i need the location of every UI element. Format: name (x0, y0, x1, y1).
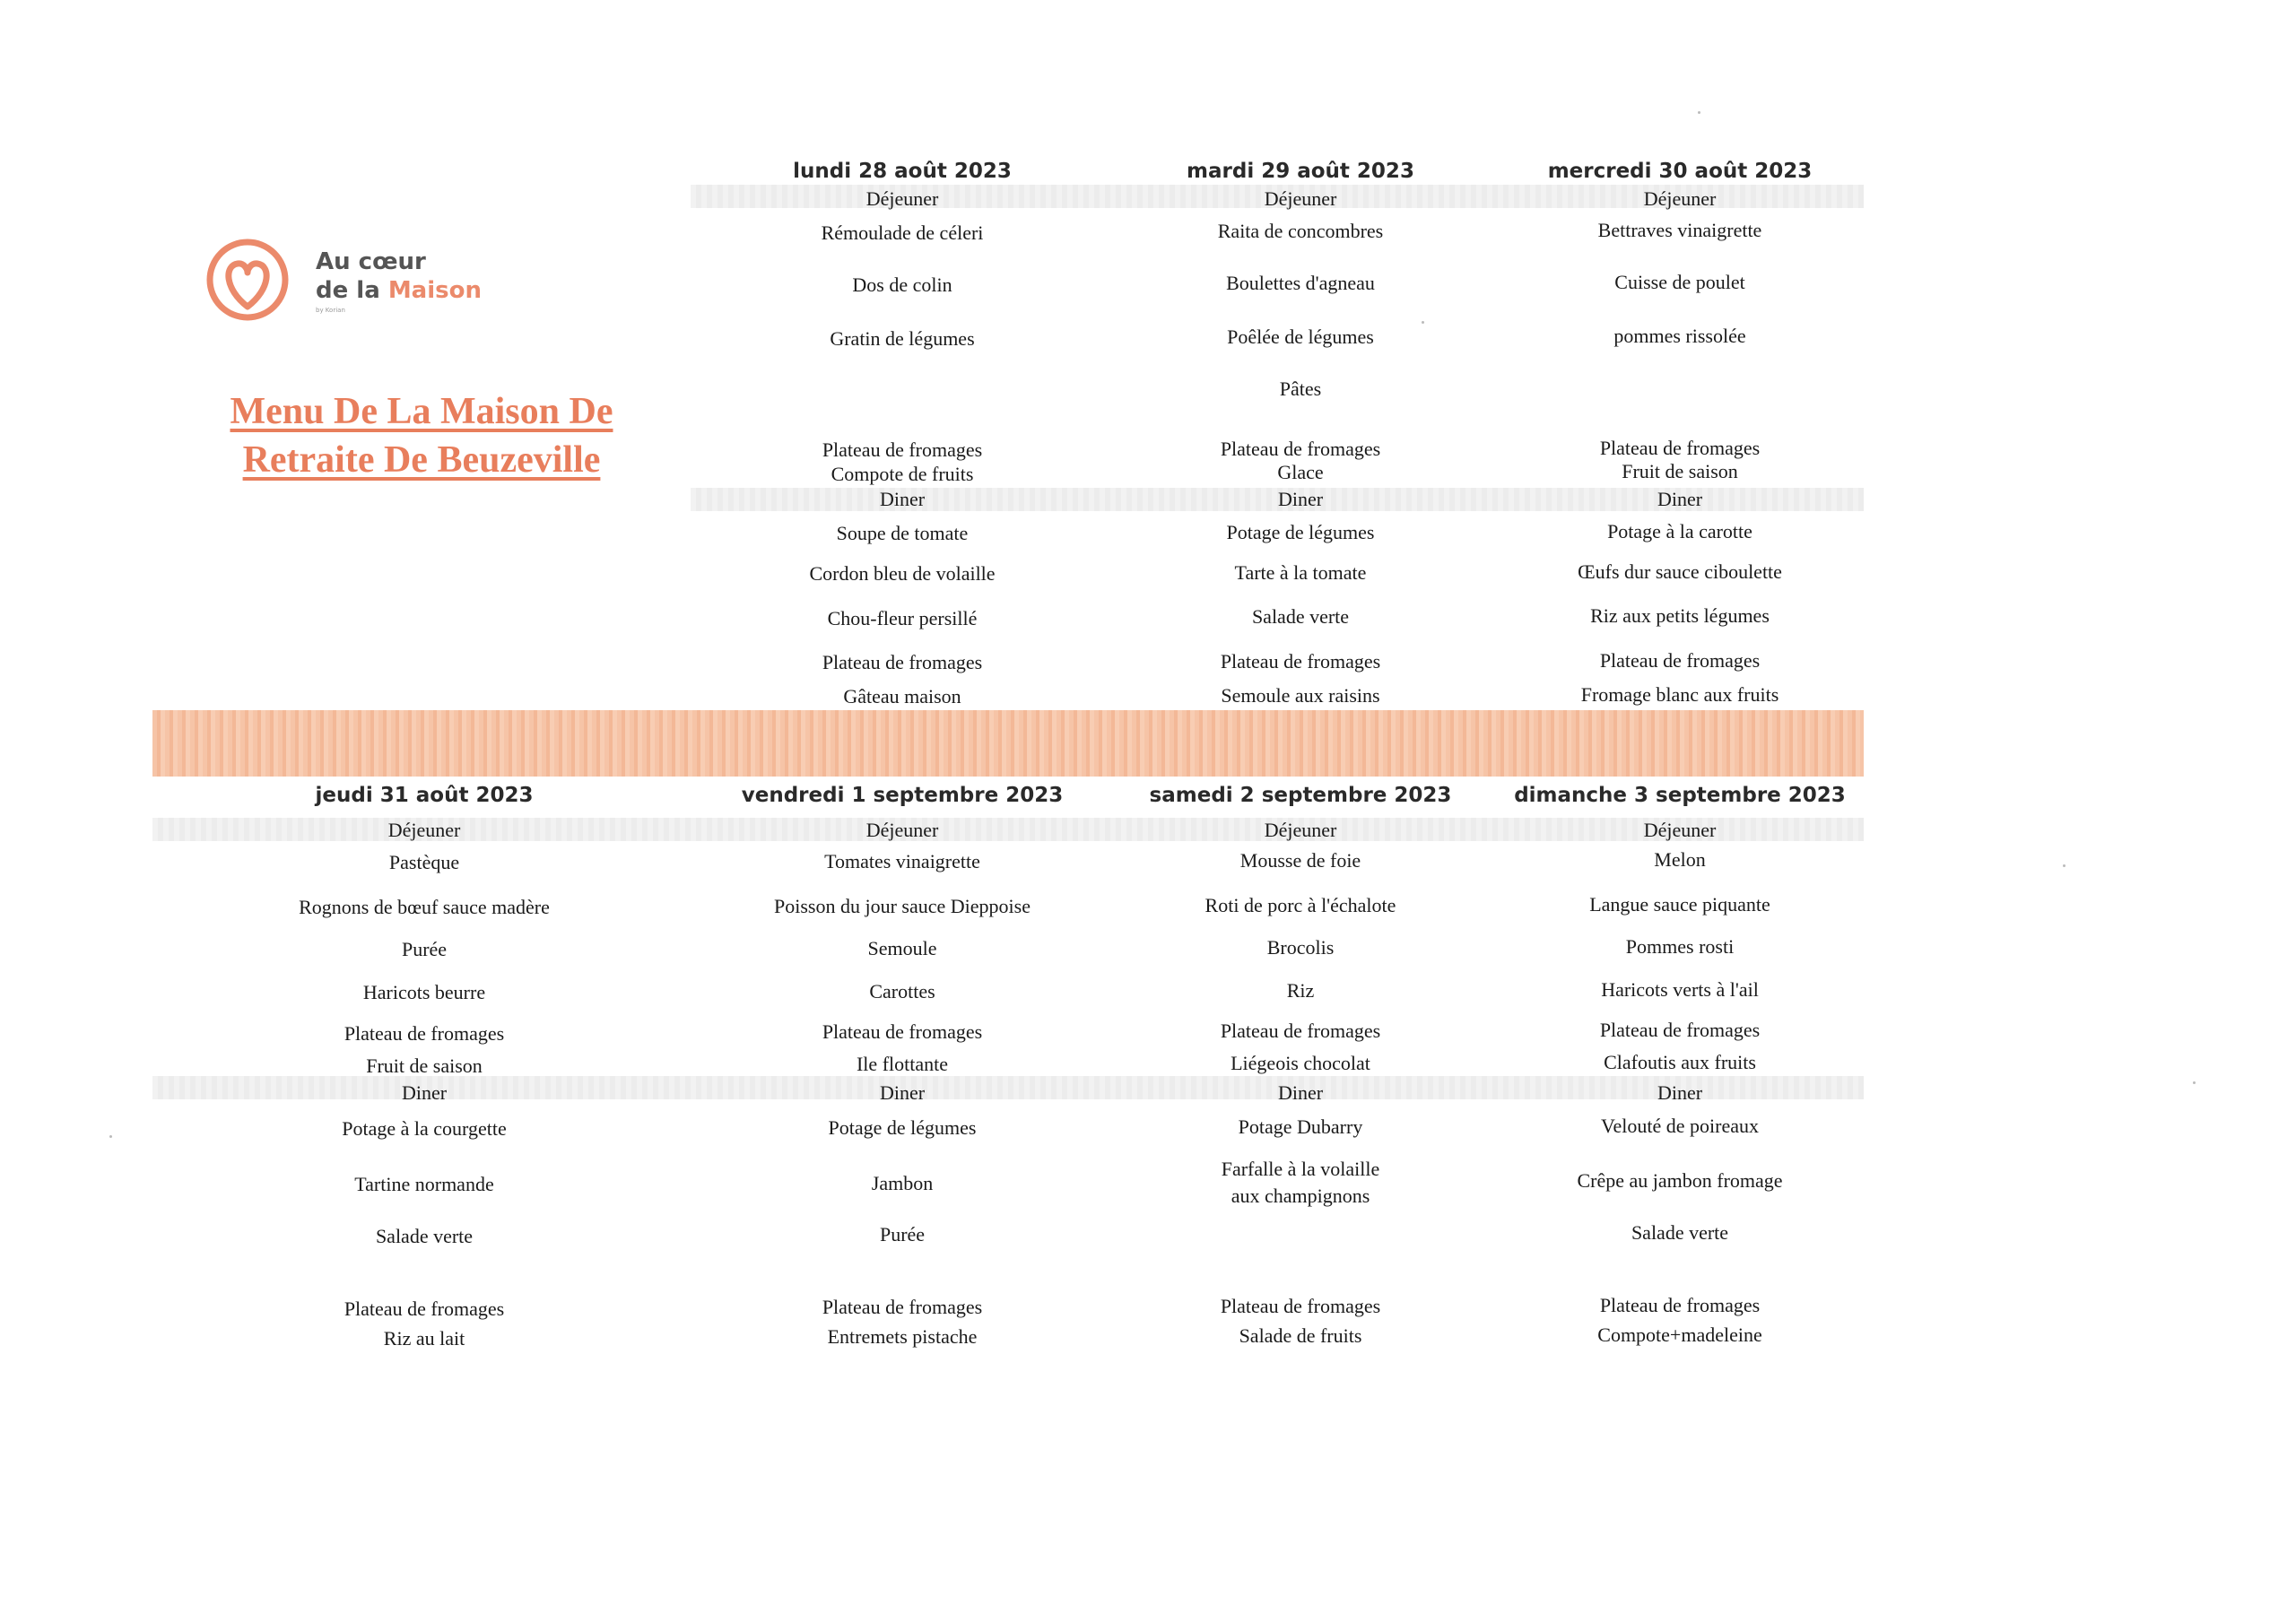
lunch-dish: Compote de fruits (831, 463, 974, 485)
lunch-dish: Purée (401, 938, 448, 960)
dinner-dish: Plateau de fromages (822, 1296, 983, 1318)
day-header: dimanche 3 septembre 2023 (1514, 784, 1846, 807)
brand-logo (204, 235, 491, 325)
dinner-label: Diner (1657, 488, 1703, 510)
dinner-dish: Riz aux petits légumes (1590, 604, 1770, 627)
scan-speck (1698, 111, 1700, 114)
day-header: lundi 28 août 2023 (793, 160, 1012, 183)
dinner-dish: Purée (879, 1223, 926, 1245)
lunch-label: Déjeuner (1643, 819, 1717, 841)
lunch-dish: pommes rissolée (1613, 325, 1746, 347)
scan-speck (109, 1135, 112, 1138)
lunch-dish: Semoule (867, 937, 937, 959)
lunch-dish: Clafoutis aux fruits (1604, 1051, 1756, 1073)
title-line1: Menu De La Maison De (230, 391, 613, 432)
lunch-label: Déjeuner (1643, 187, 1717, 210)
lunch-dish: Plateau de fromages (822, 1020, 983, 1043)
lunch-dish: Mousse de foie (1239, 849, 1361, 872)
dinner-dish: Fromage blanc aux fruits (1580, 683, 1779, 706)
heart-logo-icon (204, 235, 294, 325)
lunch-dish: Fruit de saison (366, 1055, 483, 1077)
brand-sub: by Korian (316, 307, 345, 314)
dinner-dish: Cordon bleu de volaille (809, 562, 996, 585)
lunch-label: Déjeuner (387, 819, 461, 841)
dinner-dish: Œufs dur sauce ciboulette (1578, 560, 1782, 583)
dinner-dish: Potage de légumes (1226, 521, 1375, 543)
dinner-dish: Semoule aux raisins (1221, 684, 1380, 707)
lunch-label: Déjeuner (1264, 819, 1337, 841)
dinner-dish: Gâteau maison (843, 685, 961, 707)
dinner-label: Diner (401, 1081, 448, 1104)
lunch-dish: Plateau de fromages (1599, 1019, 1761, 1041)
dinner-dish: Compote+madeleine (1597, 1324, 1762, 1346)
dinner-dish: Salade verte (375, 1225, 474, 1247)
dinner-dish: Plateau de fromages (1599, 649, 1761, 672)
dinner-label: Diner (1277, 1081, 1324, 1104)
dinner-label: Diner (1657, 1081, 1703, 1104)
lunch-dish: Plateau de fromages (822, 438, 983, 461)
dinner-dish: Potage de légumes (828, 1116, 977, 1139)
lunch-label: Déjeuner (865, 187, 939, 210)
lunch-dish: Boulettes d'agneau (1226, 272, 1375, 294)
lunch-dish: Rognons de bœuf sauce madère (299, 896, 550, 918)
lunch-dish: Carottes (869, 980, 935, 1002)
lunch-dish: Glace (1277, 461, 1324, 483)
dinner-dish: Jambon (871, 1172, 934, 1194)
lunch-dish: Fruit de saison (1622, 460, 1738, 482)
lunch-dish: Liégeois chocolat (1231, 1052, 1370, 1074)
lunch-dish: Dos de colin (852, 273, 952, 296)
lunch-dish: Cuisse de poulet (1614, 271, 1745, 293)
dinner-label: Diner (879, 1081, 926, 1104)
dinner-dish: Potage Dubarry (1238, 1115, 1363, 1138)
lunch-dish: Riz (1286, 979, 1315, 1002)
lunch-dish: Haricots verts à l'ail (1601, 978, 1759, 1001)
lunch-dish: Pastèque (388, 851, 460, 873)
lunch-dish: Plateau de fromages (1599, 437, 1761, 459)
brand-line2-accent: Maison (387, 277, 482, 304)
dinner-dish: Salade verte (1631, 1221, 1729, 1244)
dinner-dish: Crêpe au jambon fromage (1577, 1169, 1783, 1192)
lunch-dish: Plateau de fromages (1220, 1020, 1381, 1042)
day-header: mardi 29 août 2023 (1187, 160, 1414, 183)
lunch-dish: Raita de concombres (1217, 220, 1384, 242)
dinner-dish: Plateau de fromages (1599, 1294, 1761, 1316)
dinner-dish: Potage à la courgette (342, 1117, 507, 1140)
lunch-dish: Haricots beurre (362, 981, 486, 1003)
lunch-dish: Tomates vinaigrette (824, 850, 980, 872)
lunch-dish: Rémoulade de céleri (821, 221, 984, 244)
lunch-dish: Pâtes (1279, 378, 1322, 400)
dinner-dish: Soupe de tomate (836, 522, 969, 544)
dinner-dish: Velouté de poireaux (1601, 1115, 1759, 1137)
lunch-label: Déjeuner (865, 819, 939, 841)
dinner-dish: Potage à la carotte (1607, 520, 1752, 542)
lunch-dish: Pommes rosti (1625, 935, 1735, 958)
dinner-dish: Tarte à la tomate (1234, 561, 1367, 584)
lunch-dish: Melon (1654, 848, 1706, 871)
dinner-dish: Salade verte (1251, 605, 1350, 628)
day-header: jeudi 31 août 2023 (315, 784, 534, 807)
lunch-dish: Langue sauce piquante (1589, 893, 1770, 916)
lunch-dish: Poêlée de légumes (1227, 325, 1374, 348)
dinner-dish: Salade de fruits (1239, 1324, 1362, 1347)
lunch-dish: Poisson du jour sauce Dieppoise (774, 895, 1031, 917)
lunch-dish: Bettraves vinaigrette (1597, 219, 1762, 241)
dinner-label: Diner (879, 488, 926, 510)
brand-line1: Au cœur (316, 248, 426, 275)
dinner-dish: Plateau de fromages (1220, 650, 1381, 673)
scan-speck (1422, 321, 1424, 324)
brand-name (316, 247, 482, 305)
lunch-dish: Plateau de fromages (344, 1022, 505, 1045)
dinner-dish: Chou-fleur persillé (827, 607, 978, 629)
lunch-dish: Plateau de fromages (1220, 438, 1381, 460)
day-header: vendredi 1 septembre 2023 (741, 784, 1064, 807)
dinner-dish: Riz au lait (383, 1327, 465, 1350)
page-title (179, 387, 664, 484)
dinner-dish: Entremets pistache (827, 1325, 978, 1348)
lunch-label: Déjeuner (1264, 187, 1337, 210)
day-header: samedi 2 septembre 2023 (1149, 784, 1452, 807)
lunch-dish: Gratin de légumes (830, 327, 975, 350)
dinner-dish: Plateau de fromages (1220, 1295, 1381, 1317)
dinner-dish: Tartine normande (354, 1173, 494, 1195)
dinner-dish: Farfalle à la volaille aux champignons (1221, 1158, 1380, 1207)
lunch-dish: Ile flottante (856, 1053, 948, 1075)
week-separator-band (152, 710, 1864, 777)
scan-speck (2193, 1081, 2196, 1084)
title-line2: Retraite De Beuzeville (242, 439, 601, 481)
lunch-dish: Brocolis (1266, 936, 1335, 959)
dinner-dish: Plateau de fromages (822, 651, 983, 673)
dinner-dish: Plateau de fromages (344, 1298, 505, 1320)
brand-line2-prefix: de la (316, 277, 388, 304)
brand-line2 (316, 276, 482, 305)
dinner-label: Diner (1277, 488, 1324, 510)
day-header: mercredi 30 août 2023 (1547, 160, 1813, 183)
scan-speck (2063, 864, 2066, 867)
lunch-dish: Roti de porc à l'échalote (1205, 894, 1396, 916)
